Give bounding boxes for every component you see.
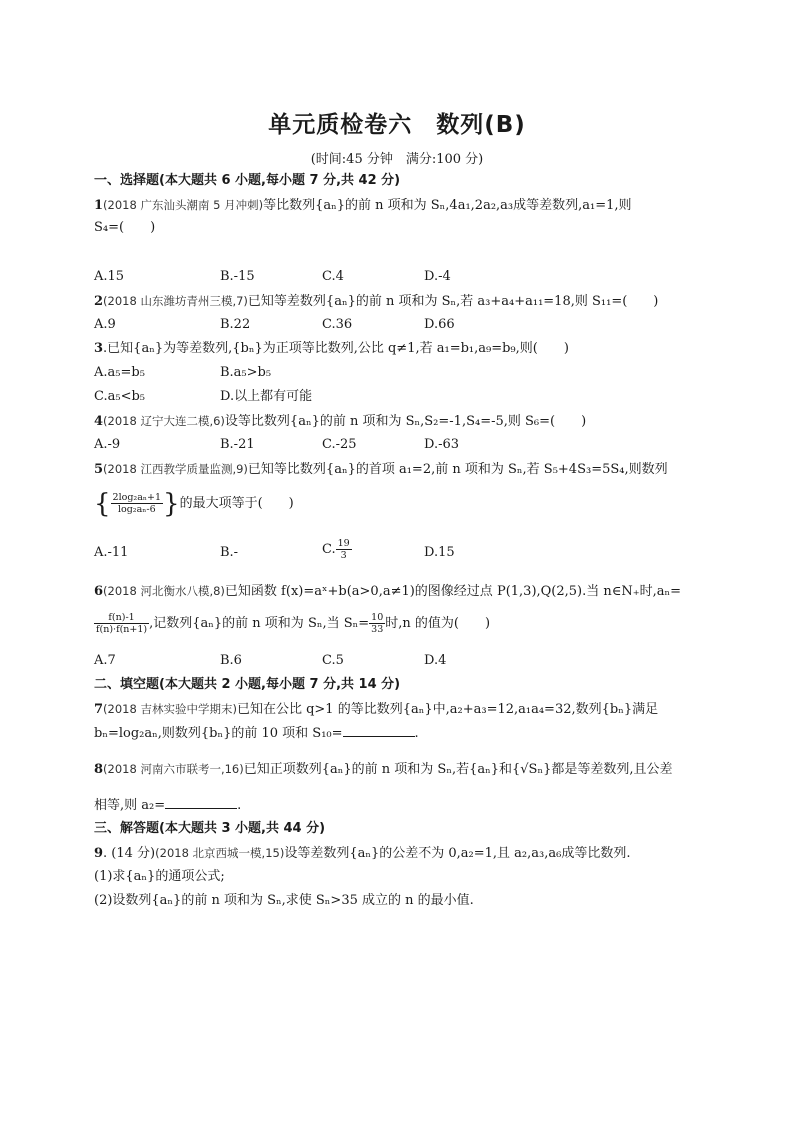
question-4 xyxy=(94,412,586,431)
question-7-line2: bₙ=log₂aₙ,则数列{bₙ}的前 10 项和 S₁₀= . xyxy=(94,726,419,741)
question-text: 相等,则 a₂= xyxy=(94,798,166,813)
fraction: $\frac{10}{33}$ xyxy=(371,612,384,635)
option-c: C.a₅<b₅ xyxy=(94,389,146,404)
question-number: 5 xyxy=(94,462,104,477)
question-number: 9 xyxy=(94,846,104,861)
fraction: $\frac{19}{3}$ xyxy=(337,538,350,561)
question-5-line2 xyxy=(94,488,294,519)
question-text: bₙ=log₂aₙ,则数列{bₙ}的前 10 项和 S₁₀= xyxy=(94,726,343,741)
option-c: C.5 xyxy=(322,653,344,668)
option-d: D.15 xyxy=(424,545,455,560)
option-a: A.7 xyxy=(94,653,116,668)
question-5 xyxy=(94,460,668,479)
question-source: (2018 吉林实验中学期末) xyxy=(103,702,237,716)
option-b: B.a₅>b₅ xyxy=(220,365,272,380)
question-text: 的最大项等于( ) xyxy=(179,496,294,511)
fraction: $\frac{f(n)-1}{f(n)\cdot f(n+1)}$ xyxy=(96,612,148,635)
question-text: ,记数列{aₙ}的前 n 项和为 Sₙ,当 Sₙ= xyxy=(149,616,370,631)
question-2 xyxy=(94,292,658,311)
answer-blank xyxy=(165,796,237,809)
question-6-line2 xyxy=(94,612,490,635)
option-b: B.-15 xyxy=(220,269,255,284)
question-1 xyxy=(94,196,632,215)
page-subtitle: (时间:45 分钟 满分:100 分) xyxy=(310,152,484,167)
option-c: C.-25 xyxy=(322,437,357,452)
option-d: D.-63 xyxy=(424,437,460,452)
question-number: 1 xyxy=(94,198,104,213)
fraction: $\frac{\text{2log₂aₙ+1}}{\text{log₂aₙ-6}}$ xyxy=(112,492,162,515)
question-text: 已知等比数列{aₙ}的首项 a₁=2,前 n 项和为 Sₙ,若 S₅+4S₃=5S₄,则数列 xyxy=(247,462,668,477)
option-b: B.-21 xyxy=(220,437,255,452)
option-a: A.9 xyxy=(94,317,116,332)
question-number: 4 xyxy=(94,414,104,429)
option-b: B.- xyxy=(220,545,239,560)
option-d: D.4 xyxy=(424,653,447,668)
page-title: 单元质检卷六 数列(B) xyxy=(268,112,526,138)
option-b: B.6 xyxy=(220,653,242,668)
option-c: C. $\frac{19}{3}$ xyxy=(322,538,350,561)
question-text: 已知等差数列{aₙ}的前 n 项和为 Sₙ,若 a₃+a₄+a₁₁=18,则 S₁₁=( ) xyxy=(247,294,659,309)
question-text: .已知{aₙ}为等差数列,{bₙ}为正项等比数列,公比 q≠1,若 a₁=b₁,a₉=b₉,则( ) xyxy=(103,341,569,356)
question-number: 7 xyxy=(94,702,104,717)
question-text: 等比数列{aₙ}的前 n 项和为 Sₙ,4a₁,2a₂,a₃成等差数列,a₁=1,则 xyxy=(263,198,632,213)
question-source: (2018 江西教学质量监测,9) xyxy=(103,462,248,476)
question-source: (2018 河南六市联考一,16) xyxy=(103,762,244,776)
option-a: A.-9 xyxy=(94,437,121,452)
question-number: 2 xyxy=(94,294,104,309)
option-d: D.-4 xyxy=(424,269,451,284)
question-source: (2018 辽宁大连二模,6) xyxy=(103,414,225,428)
question-text: 设等差数列{aₙ}的公差不为 0,a₂=1,且 a₂,a₃,a₆成等比数列. xyxy=(284,846,631,861)
question-8-line2: 相等,则 a₂= . xyxy=(94,798,242,813)
section-heading-solve: 三、解答题(本大题共 3 小题,共 44 分) xyxy=(94,821,326,836)
option-c: C.4 xyxy=(322,269,344,284)
right-brace: } xyxy=(163,488,180,519)
answer-blank xyxy=(343,724,415,737)
question-text: 已知函数 f(x)=aˣ+b(a>0,a≠1)的图像经过点 P(1,3),Q(2,5).当 n∈N₊时,aₙ= xyxy=(224,584,682,599)
section-heading-fill: 二、填空题(本大题共 2 小题,每小题 7 分,共 14 分) xyxy=(94,677,401,692)
question-9-part-2: (2)设数列{aₙ}的前 n 项和为 Sₙ,求使 Sₙ>35 成立的 n 的最小值. xyxy=(94,893,474,908)
option-a: A.15 xyxy=(94,269,125,284)
section-heading-choice: 一、选择题(本大题共 6 小题,每小题 7 分,共 42 分) xyxy=(94,173,401,188)
question-number: 6 xyxy=(94,584,104,599)
question-number: 8 xyxy=(94,762,104,777)
question-text: 时,n 的值为( ) xyxy=(385,616,491,631)
question-6 xyxy=(94,582,681,601)
left-brace: { xyxy=(94,488,111,519)
question-source: (2018 广东汕头潮南 5 月冲刺) xyxy=(103,198,264,212)
option-b: B.22 xyxy=(220,317,251,332)
question-score: . (14 分) xyxy=(103,846,156,861)
question-text: 已知正项数列{aₙ}的前 n 项和为 Sₙ,若{aₙ}和{√Sₙ}都是等差数列,且公差 xyxy=(243,762,673,777)
question-source: (2018 北京西城一模,15) xyxy=(155,846,285,860)
option-d: D.以上都有可能 xyxy=(220,389,313,404)
question-text: 设等比数列{aₙ}的前 n 项和为 Sₙ,S₂=-1,S₄=-5,则 S₆=( ) xyxy=(224,414,587,429)
question-8 xyxy=(94,760,673,779)
question-7 xyxy=(94,700,658,719)
option-a: A.a₅=b₅ xyxy=(94,365,145,380)
question-3 xyxy=(94,340,569,358)
question-1-line2: S₄=( ) xyxy=(94,220,156,235)
option-a: A.-11 xyxy=(94,545,129,560)
question-9-part-1: (1)求{aₙ}的通项公式; xyxy=(94,869,225,884)
question-number: 3 xyxy=(94,341,104,356)
question-text: 已知在公比 q>1 的等比数列{aₙ}中,a₂+a₃=12,a₁a₄=32,数列{bₙ}满足 xyxy=(236,702,659,717)
question-9 xyxy=(94,844,630,863)
question-source: (2018 山东潍坊青州三模,7) xyxy=(103,294,248,308)
option-c: C.36 xyxy=(322,317,353,332)
option-d: D.66 xyxy=(424,317,455,332)
question-source: (2018 河北衡水八模,8) xyxy=(103,584,225,598)
